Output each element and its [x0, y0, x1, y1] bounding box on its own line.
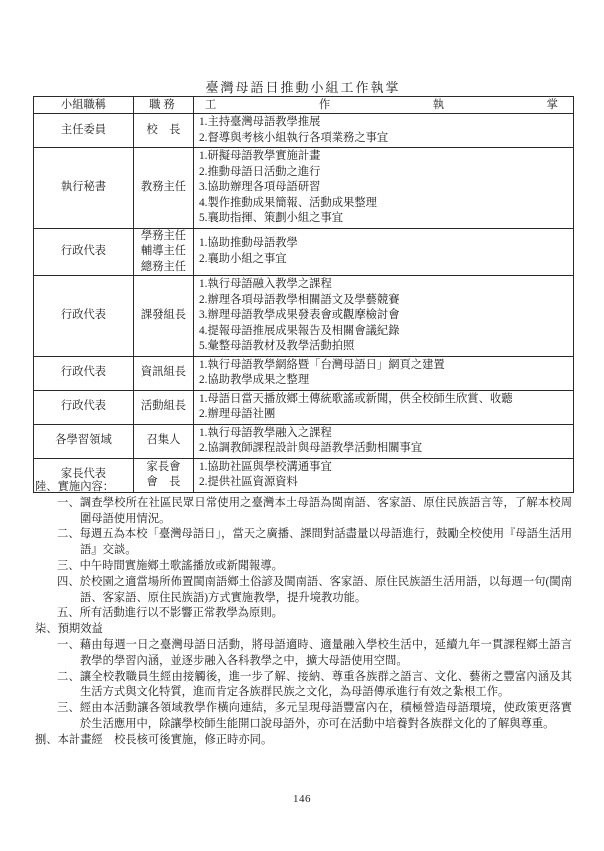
duties-cell	[194, 228, 574, 276]
section-item: 二、讓全校教職員生經由接觸後，進一步了解、接納、尊重各族群之語言、文化、藝術之豐富內涵及其生活方式與文化特質，進而肯定各族群民族之文化，為母語傳承進行有效之紮根工作。	[57, 670, 572, 699]
duty-line: 1.主持臺灣母語教學推展	[199, 116, 321, 128]
section-heading: 柒、預期效益	[35, 623, 103, 636]
table-row	[34, 276, 574, 357]
position-line: 活動組長	[140, 400, 187, 413]
duties-cell	[194, 424, 574, 458]
section-item: 五、所有活動進行以不影響正常教學為原則。	[57, 607, 283, 620]
duty-line: 1.執行母語融入教學之課程	[199, 278, 332, 290]
duty-line: 1.執行母語教學網絡暨「台灣母語日」網頁之建置	[199, 358, 445, 371]
duty-line: 4.提報母語推展成果報告及相關會議紀錄	[199, 324, 400, 337]
section-item: 二、每週五為本校「臺灣母語日」，當天之廣播、課間對話盡量以母語進行，鼓勵全校使用『母語生活用語』交談。	[57, 528, 572, 557]
duty-line: 3.協助辦理各項母語研習	[199, 181, 321, 193]
position-line: 總務主任	[140, 260, 187, 273]
duty-header-char: 掌	[546, 98, 558, 111]
position-line: 課發組長	[140, 309, 187, 321]
duty-line: 2.督導與考核小組執行各項業務之事宜	[199, 131, 389, 144]
section-heading: 陸、實施內容：	[35, 481, 115, 493]
role-cell: 主任委員	[34, 114, 134, 148]
duties-cell	[194, 276, 574, 357]
table-row	[34, 228, 574, 276]
position-header-cell: 職務	[134, 97, 194, 114]
duty-line: 2.襄助小組之事宜	[199, 252, 287, 265]
duty-header-char: 工	[205, 98, 217, 111]
section-heading: 捌、本計畫經 校長核可後實施，修正時亦同。	[35, 733, 273, 746]
role-cell: 執行秘書	[34, 148, 134, 229]
table-row	[34, 390, 574, 424]
duty-table	[33, 96, 574, 493]
duty-line: 1.研擬母語教學實施計畫	[199, 150, 321, 162]
duty-line: 2.協助教學成果之整理	[199, 374, 310, 386]
role-cell: 行政代表	[34, 356, 134, 390]
duty-table-header-row	[34, 97, 574, 114]
duty-line: 2.推動母語日活動之進行	[199, 165, 321, 178]
role-cell: 行政代表	[34, 228, 134, 276]
position-cell	[134, 424, 194, 458]
duty-line: 3.辦理母語教學成果發表會或觀摩檢討會	[199, 309, 400, 321]
duty-line: 2.提供社區資源資料	[199, 476, 298, 488]
section-item: 四、於校園之適當場所佈置閩南語鄉土俗諺及閩南語、客家語、原住民族語生活用語，以每週一句(閩南語、客家語、原住民族語)方式實施教學，提升境教功能。	[57, 575, 572, 604]
position-cell	[134, 356, 194, 390]
position-line: 資訊組長	[140, 366, 187, 379]
duty-line: 1.執行母語教學融入之課程	[199, 426, 332, 439]
position-cell	[134, 228, 194, 276]
role-cell: 家長代表	[34, 458, 134, 492]
duty-line: 4.製作推動成果簡報、活動成果整理	[199, 196, 377, 209]
position-line: 會 長	[146, 476, 181, 488]
duty-line: 5.彙整母語教材及教學活動拍照	[199, 340, 355, 352]
table-row	[34, 356, 574, 390]
duty-header-char: 執	[432, 98, 445, 111]
section-item: 一、調查學校所在社區民眾日常使用之臺灣本土母語為閩南語、客家語、原住民族語言等，了解本校周圍母語使用情況。	[57, 496, 572, 525]
position-line: 家長會	[146, 460, 181, 473]
table-row	[34, 424, 574, 458]
duty-table-body	[34, 114, 574, 493]
duty-header-char: 作	[318, 98, 331, 111]
sections	[35, 480, 572, 749]
position-cell	[134, 114, 194, 148]
position-line: 校 長	[146, 123, 181, 136]
duties-cell	[194, 356, 574, 390]
section-item: 三、中午時間實施鄉土歌謠播放或新聞報導。	[57, 559, 283, 572]
document-title: 臺灣母語日推動小組工作執掌	[205, 80, 401, 95]
role-cell: 各學習領域	[34, 424, 134, 458]
role-cell: 行政代表	[34, 276, 134, 357]
duty-line: 1.協助社區與學校溝通事宜	[199, 460, 332, 473]
duty-line: 1.母語日當天播放鄉土傳統歌謠或新聞，供全校師生欣賞、收聽	[199, 392, 513, 405]
position-cell	[134, 276, 194, 357]
duty-line: 5.襄助指揮、策劃小組之事宜	[199, 212, 344, 224]
position-cell	[134, 148, 194, 229]
position-line: 學務主任	[140, 229, 187, 242]
section-item: 一、藉由每週一日之臺灣母語日活動，將母語適時、適量融入學校生活中，延續九年一貫課程鄉土語言教學的學習內涵，並逐步融入各科教學之中，擴大母語使用空間。	[57, 638, 572, 667]
duty-line: 1.協助推動母語教學	[199, 237, 298, 250]
duties-cell	[194, 148, 574, 229]
table-row	[34, 114, 574, 148]
duty-line: 2.辦理母語社團	[199, 408, 276, 420]
role-cell: 行政代表	[34, 390, 134, 424]
section-item: 三、經由本活動讓各領域教學作橫向連結，多元呈現母語豐富內在，積極營造母語環境，使政策更落實於生活應用中，除讓學校師生能開口說母語外，亦可在活動中培養對各族群文化的了解與尊重。	[57, 702, 572, 730]
role-header-cell: 小組職稱	[34, 97, 134, 114]
position-cell	[134, 390, 194, 424]
table-row	[34, 148, 574, 229]
duty-header-cell	[194, 97, 574, 114]
page-number: 146	[293, 793, 311, 805]
duty-line: 2.協調教師課程設計與母語教學活動相關事宜	[199, 442, 423, 454]
duties-cell	[194, 114, 574, 148]
duties-cell	[194, 390, 574, 424]
duty-line: 2.辦理各項母語教學相關語文及學藝競賽	[199, 293, 400, 306]
position-line: 召集人	[146, 434, 181, 447]
position-line: 教務主任	[140, 181, 187, 193]
position-line: 輔導主任	[140, 245, 187, 257]
